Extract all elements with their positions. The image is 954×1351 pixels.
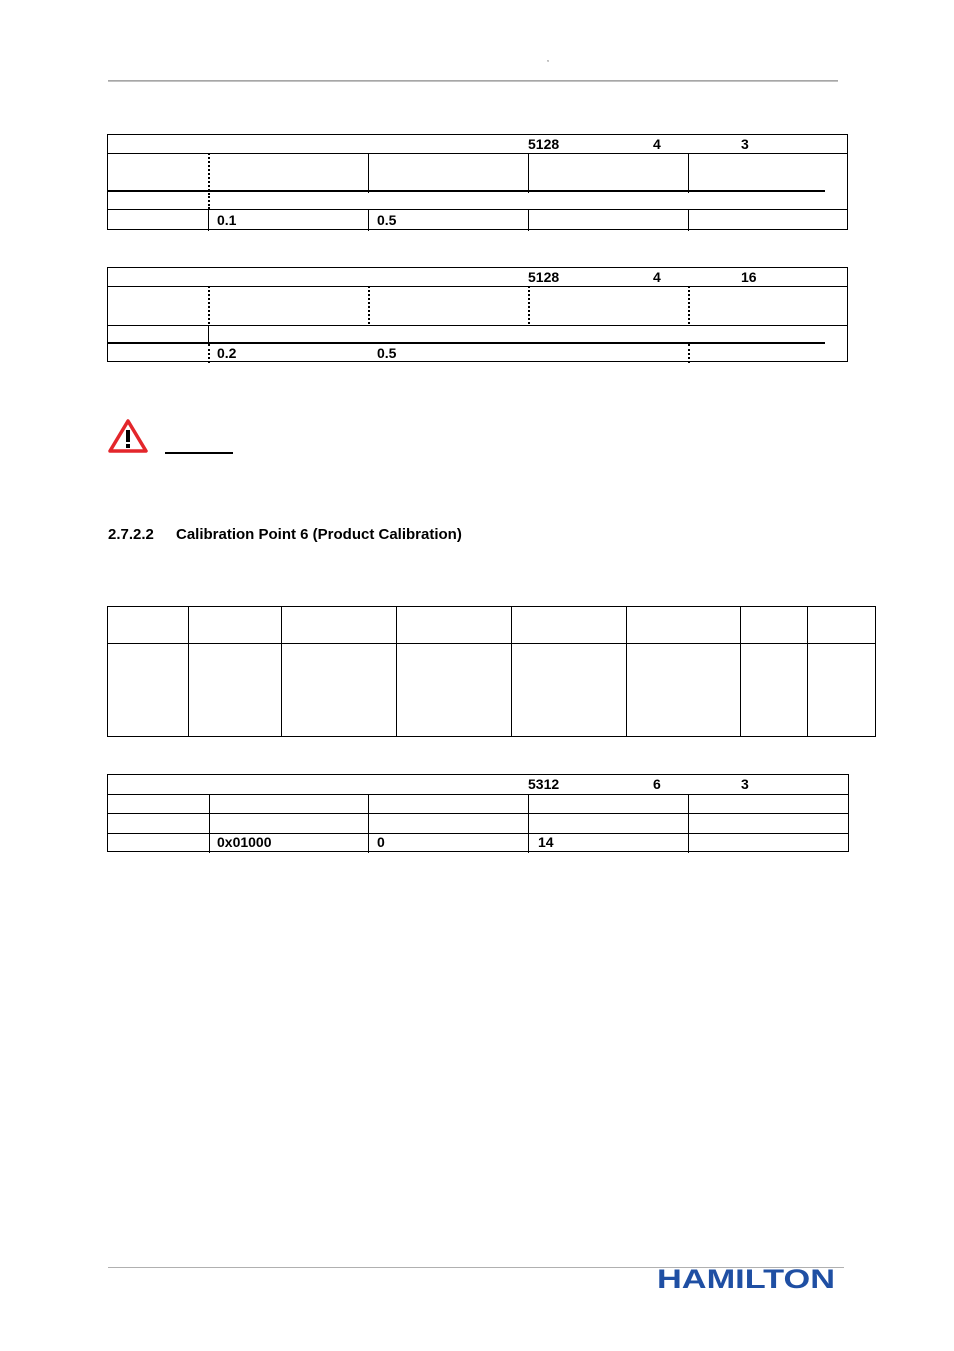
table-value-2: 0.5 [377,212,397,228]
hamilton-logo [657,1265,835,1291]
table-count: 4 [653,269,661,285]
register-value-2: 0 [377,834,385,850]
table-address: 5128 [528,136,560,152]
table-mode: 3 [741,776,749,792]
table-value-1: 0.1 [217,212,237,228]
register-table-2 [107,267,848,362]
warning-underline [165,452,233,454]
table-count: 6 [653,776,661,792]
register-table-1 [107,134,848,230]
register-value-1: 0x01000 [217,834,272,850]
warning-triangle-icon [108,419,148,453]
table-address: 5128 [528,269,560,285]
table-address: 5312 [528,776,560,792]
section-heading [108,526,462,543]
hamilton-logo-text: HAMILTON [657,1265,835,1291]
header-rule [108,80,838,82]
section-title: Calibration Point 6 (Product Calibration) [176,526,462,543]
table-value-2: 0.5 [377,345,397,361]
table-count: 4 [653,136,661,152]
table-mode: 3 [741,136,749,152]
table-value-1: 0.2 [217,345,237,361]
parameter-grid [107,606,876,737]
register-value-3: 14 [538,834,554,850]
table-mode: 16 [741,269,757,285]
section-number: 2.7.2.2 [108,526,154,543]
register-table-3 [107,774,849,852]
header-mark: , [547,56,549,63]
